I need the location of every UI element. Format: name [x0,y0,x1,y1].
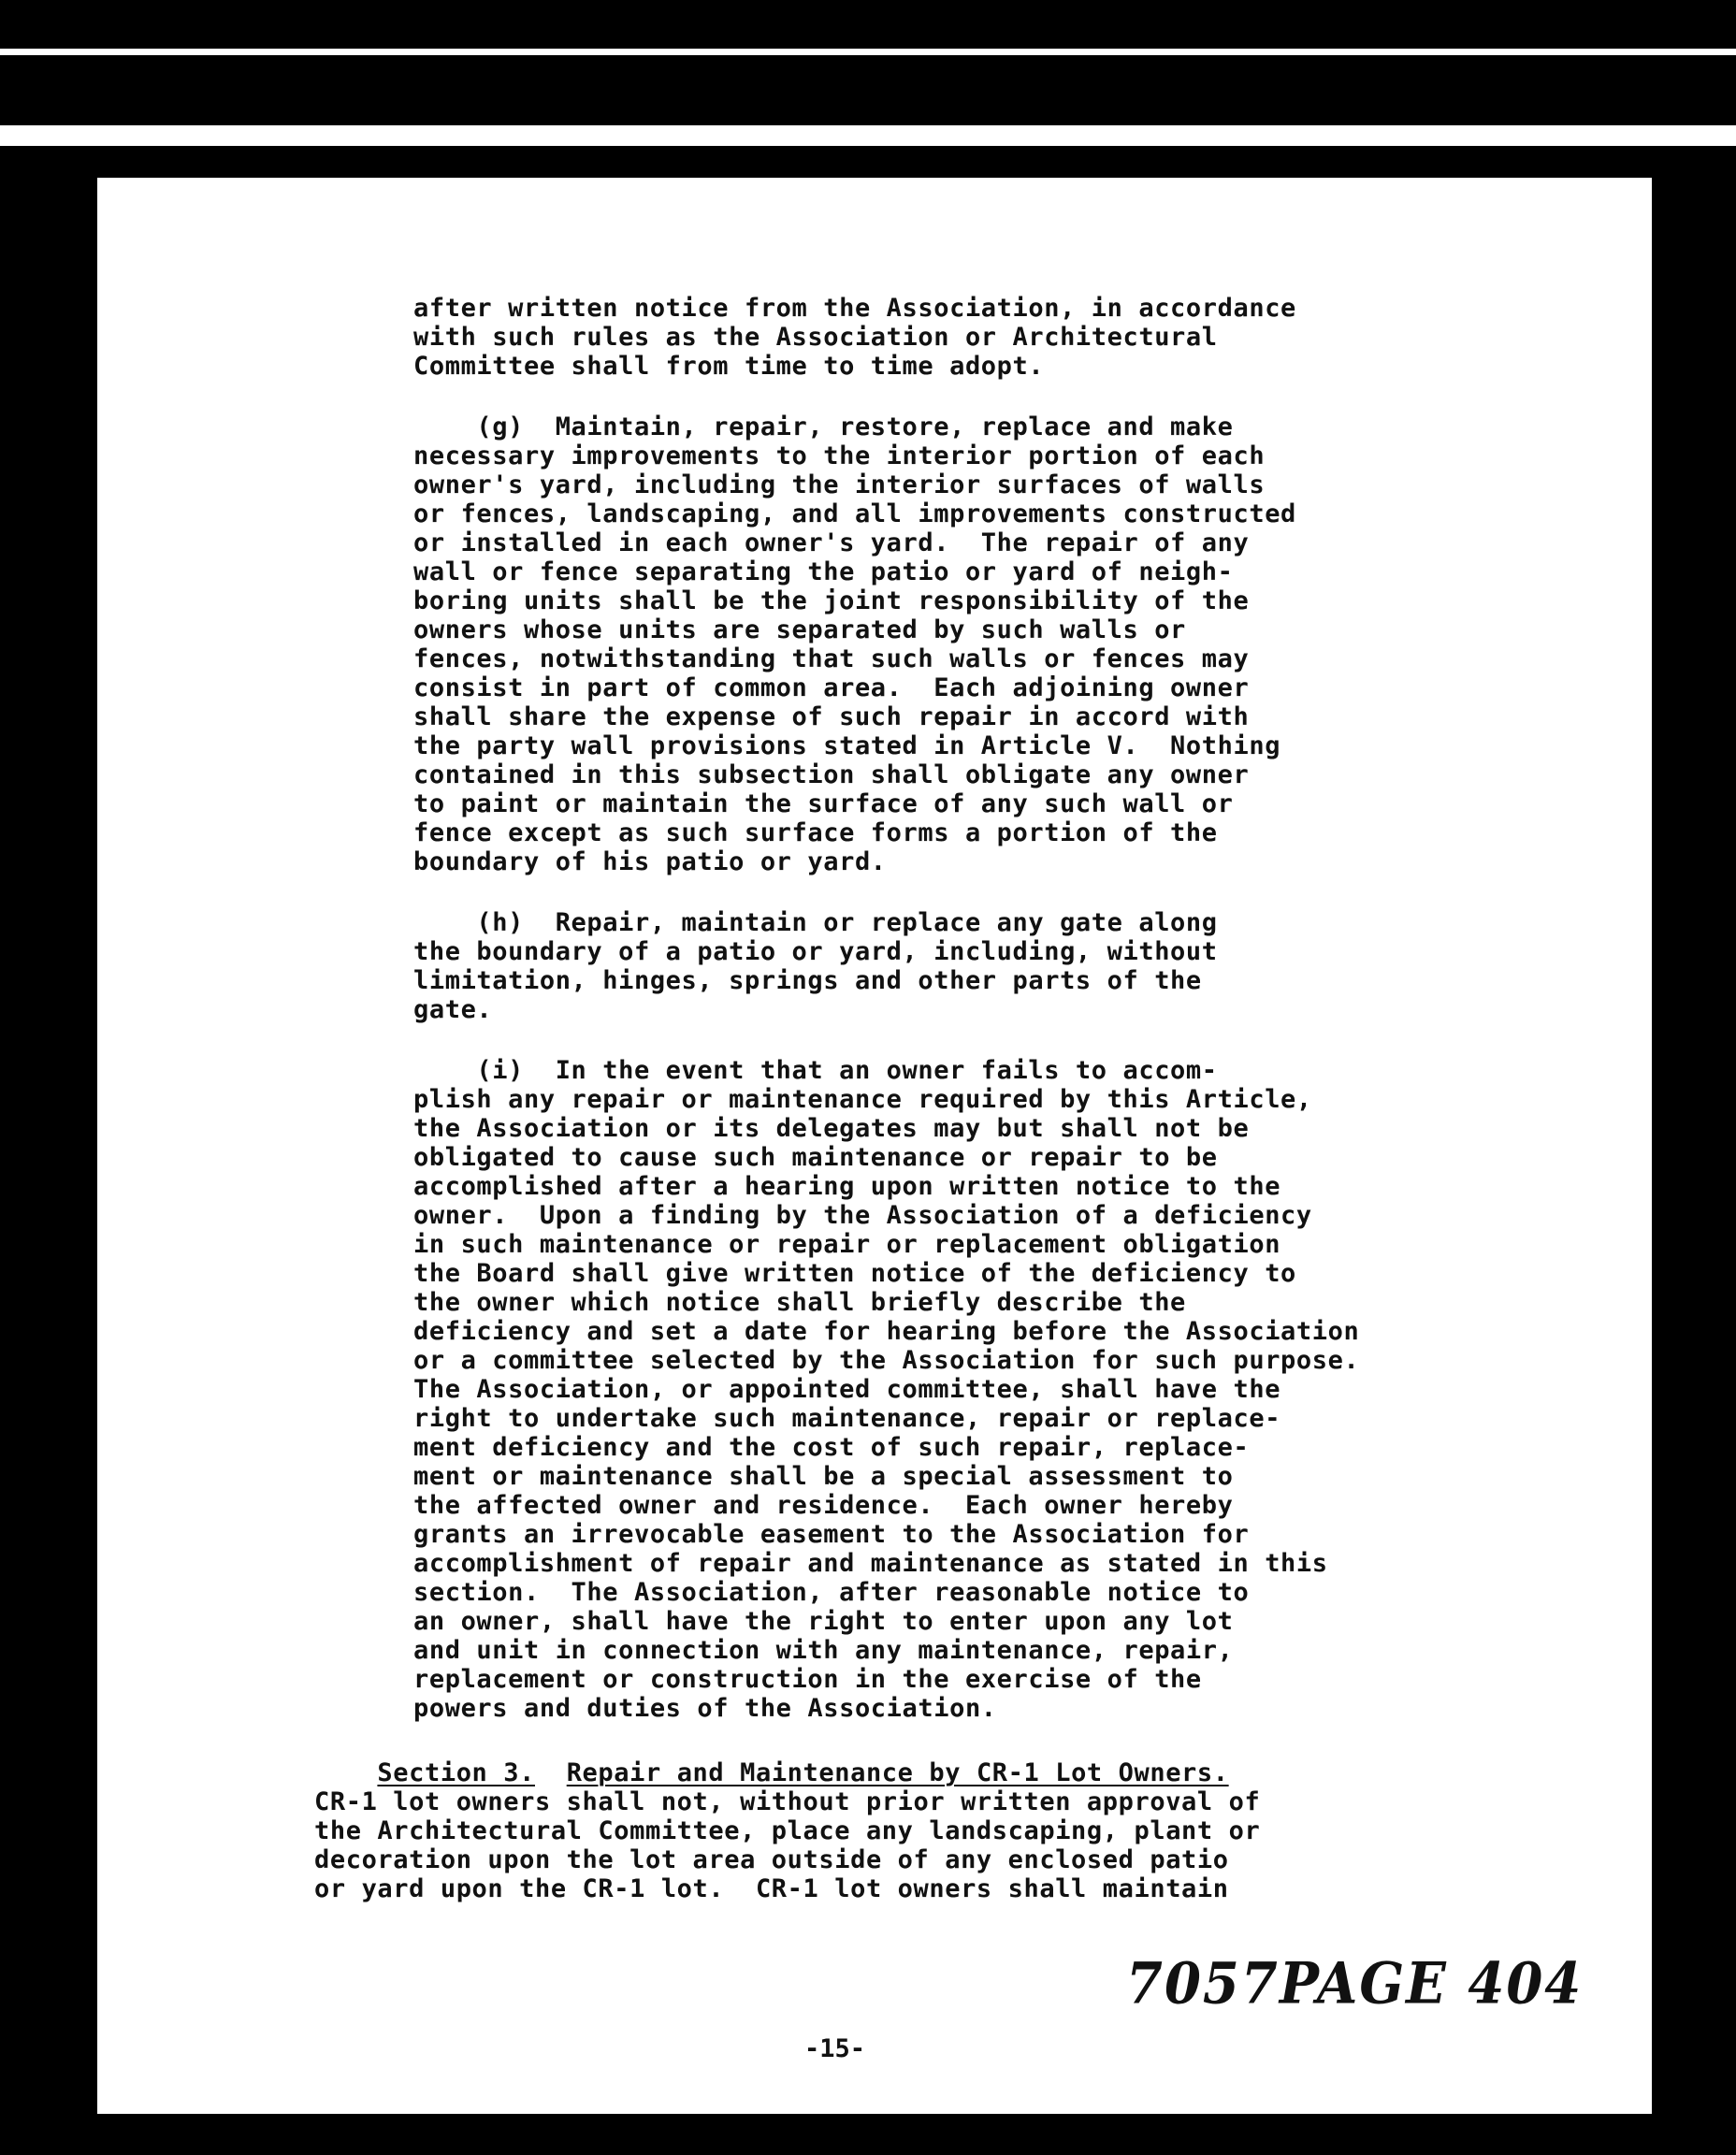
paragraph-g-line: boundary of his patio or yard. [413,847,887,876]
paragraph-i-line: ment or maintenance shall be a special assessment to [413,1462,1234,1491]
paragraph-g-line: (g) Maintain, repair, restore, replace and make [413,412,1234,441]
paragraph-g-line: fences, notwithstanding that such walls or fences may [413,644,1250,673]
section-3-heading-line [314,1758,1530,1787]
section-3-line: decoration upon the lot area outside of any enclosed patio [314,1845,1229,1874]
paragraph-i-line: and unit in connection with any maintenance, repair, [413,1636,1234,1665]
page-number: -15- [804,2034,866,2063]
paragraph-i-line: or a committee selected by the Association for such purpose. [413,1346,1360,1375]
document-page [97,178,1652,2114]
paragraph-i-line: obligated to cause such maintenance or repair to be [413,1143,1218,1172]
section-3-title: Repair and Maintenance by CR-1 Lot Owners. [566,1758,1229,1787]
paragraph-i-line: accomplished after a hearing upon written notice to the [413,1172,1281,1201]
paragraph-i-line: section. The Association, after reasonable notice to [413,1578,1250,1607]
scan-top-edge [0,49,1736,55]
paragraph-i-line: an owner, shall have the right to enter upon any lot [413,1607,1234,1636]
scan-top-band [0,125,1736,146]
paragraph-g-line: or fences, landscaping, and all improvements constructed [413,499,1296,528]
paragraph-g-line: to paint or maintain the surface of any such wall or [413,789,1234,818]
intro-line: after written notice from the Association, in accordance [413,294,1296,323]
intro-paragraph [413,294,1592,381]
paragraph-i-line: the Board shall give written notice of the deficiency to [413,1259,1296,1288]
section-3-line: the Architectural Committee, place any landscaping, plant or [314,1816,1261,1845]
paragraph-i-line: The Association, or appointed committee, shall have the [413,1375,1281,1404]
paragraph-g-line: consist in part of common area. Each adjoining owner [413,673,1250,702]
paragraph-g-line: necessary improvements to the interior portion of each [413,441,1266,470]
paragraph-i-line: the affected owner and residence. Each owner hereby [413,1491,1234,1520]
paragraph-i-line: powers and duties of the Association. [413,1694,997,1723]
paragraph-i-line: the owner which notice shall briefly describe the [413,1288,1186,1317]
recording-stamp: 7057PAGE 404 [1126,1950,1584,2018]
paragraph-h-line: limitation, hinges, springs and other parts of the [413,966,1202,995]
paragraph-i [413,1056,1592,1723]
paragraph-i-line: replacement or construction in the exercise of the [413,1665,1202,1694]
paragraph-g-line: owners whose units are separated by such walls or [413,615,1186,644]
document-body [413,294,1592,1755]
paragraph-i-line: ment deficiency and the cost of such repair, replace- [413,1433,1250,1462]
paragraph-i-line: the Association or its delegates may but shall not be [413,1114,1250,1143]
paragraph-g [413,412,1592,876]
section-3-line: CR-1 lot owners shall not, without prior written approval of [314,1787,1261,1816]
paragraph-i-line: owner. Upon a finding by the Association of a deficiency [413,1201,1312,1230]
paragraph-h-line: gate. [413,995,493,1024]
paragraph-i-line: in such maintenance or repair or replacement obligation [413,1230,1281,1259]
paragraph-i-line: (i) In the event that an owner fails to accom- [413,1056,1218,1085]
paragraph-i-line: deficiency and set a date for hearing before the Association [413,1317,1360,1346]
paragraph-i-line: plish any repair or maintenance required by this Article, [413,1085,1312,1114]
paragraph-i-line: accomplishment of repair and maintenance as stated in this [413,1549,1328,1578]
paragraph-g-line: fence except as such surface forms a portion of the [413,818,1218,847]
paragraph-i-line: right to undertake such maintenance, repair or replace- [413,1404,1281,1433]
paragraph-g-line: or installed in each owner's yard. The repair of any [413,528,1250,557]
section-3-line: or yard upon the CR-1 lot. CR-1 lot owners shall maintain [314,1874,1229,1903]
paragraph-g-line: boring units shall be the joint responsibility of the [413,586,1250,615]
section-3 [314,1758,1530,1903]
paragraph-g-line: shall share the expense of such repair in accord with [413,702,1250,731]
paragraph-g-line: the party wall provisions stated in Article V. Nothing [413,731,1281,760]
paragraph-g-line: contained in this subsection shall obligate any owner [413,760,1250,789]
section-3-label: Section 3. [377,1758,535,1787]
intro-line: Committee shall from time to time adopt. [413,352,1045,381]
paragraph-g-line: wall or fence separating the patio or yard of neigh- [413,557,1234,586]
paragraph-h [413,908,1592,1024]
paragraph-g-line: owner's yard, including the interior surfaces of walls [413,470,1266,499]
paragraph-h-line: (h) Repair, maintain or replace any gate along [413,908,1218,937]
paragraph-h-line: the boundary of a patio or yard, including, without [413,937,1218,966]
paragraph-i-line: grants an irrevocable easement to the Association for [413,1520,1250,1549]
intro-line: with such rules as the Association or Architectural [413,323,1218,352]
